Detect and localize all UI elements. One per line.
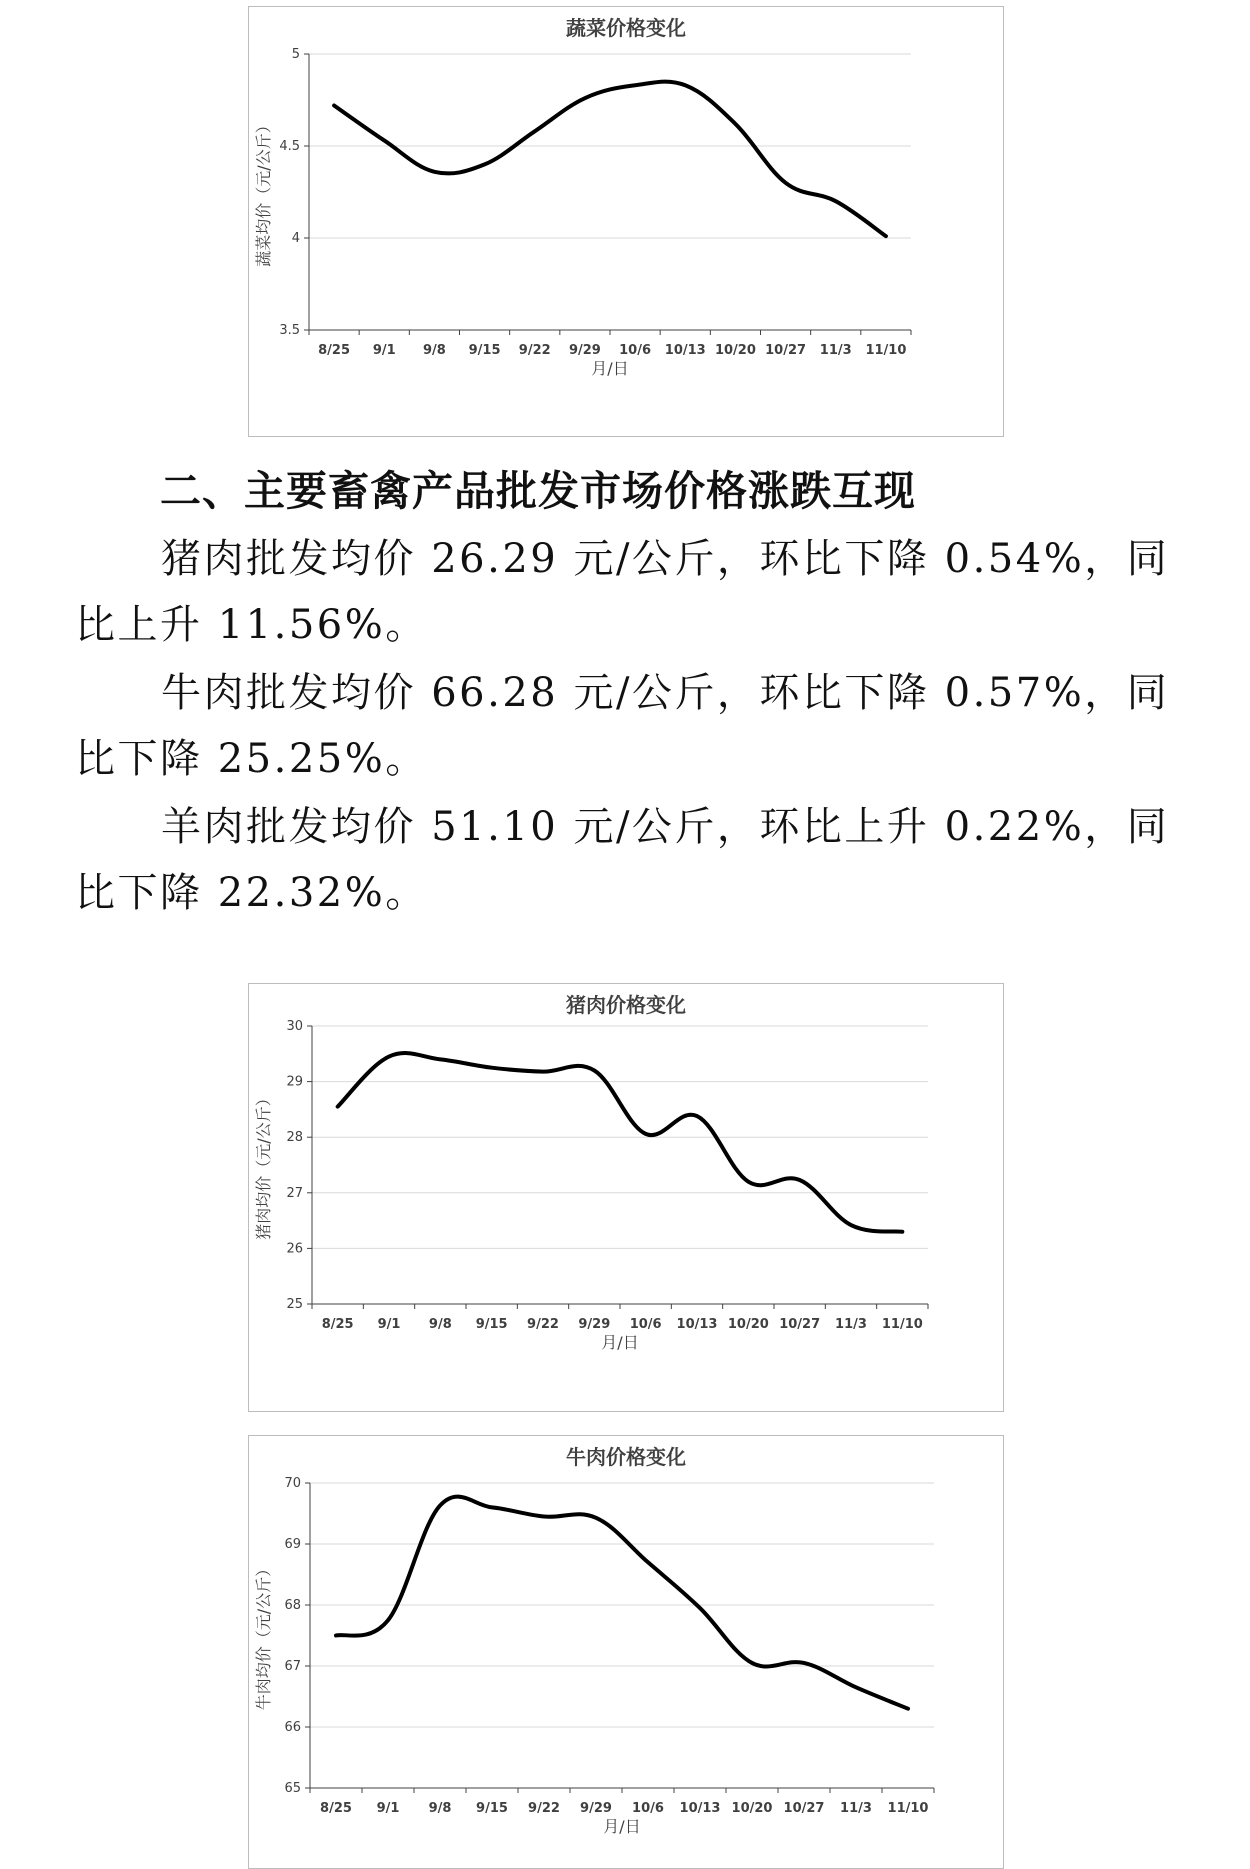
beef-paragraph: 牛肉批发均价 66.28 元/公斤，环比下降 0.57%，同比下降 25.25%。 bbox=[75, 670, 1170, 782]
x-tick-label: 10/13 bbox=[679, 1801, 721, 1816]
pork-chart-svg bbox=[249, 984, 1003, 1411]
y-axis-title: 猪肉均价（元/公斤） bbox=[254, 1090, 273, 1240]
y-tick-label: 28 bbox=[286, 1130, 303, 1146]
x-tick-label: 11/3 bbox=[840, 1801, 872, 1816]
x-tick-label: 10/20 bbox=[727, 1317, 769, 1332]
x-tick-label: 11/10 bbox=[865, 343, 907, 358]
y-tick-label: 30 bbox=[286, 1019, 303, 1034]
vegetable-price-chart bbox=[248, 6, 1004, 437]
series-line bbox=[336, 1497, 908, 1709]
y-tick-label: 25 bbox=[286, 1297, 303, 1312]
x-tick-label: 10/20 bbox=[714, 343, 756, 358]
chart-title: 猪肉价格变化 bbox=[566, 993, 686, 1017]
y-tick-label: 3.5 bbox=[279, 323, 300, 338]
x-tick-label: 10/27 bbox=[783, 1801, 825, 1816]
y-tick-label: 4.5 bbox=[279, 139, 300, 154]
y-tick-label: 69 bbox=[284, 1537, 301, 1552]
y-tick-label: 4 bbox=[291, 231, 300, 246]
chart-title: 牛肉价格变化 bbox=[566, 1445, 686, 1469]
chart-title: 蔬菜价格变化 bbox=[566, 16, 686, 40]
y-tick-label: 65 bbox=[284, 1781, 301, 1796]
x-tick-label: 9/22 bbox=[527, 1317, 559, 1332]
x-tick-label: 9/29 bbox=[568, 343, 601, 358]
x-tick-label: 11/10 bbox=[887, 1801, 929, 1816]
beef-chart-svg bbox=[249, 1436, 1003, 1868]
x-tick-label: 9/1 bbox=[372, 343, 396, 358]
y-tick-label: 5 bbox=[291, 47, 300, 62]
x-tick-label: 10/20 bbox=[731, 1801, 773, 1816]
y-axis-title: 蔬菜均价（元/公斤） bbox=[254, 117, 273, 267]
x-tick-label: 9/15 bbox=[468, 343, 501, 358]
x-tick-label: 10/6 bbox=[632, 1801, 664, 1816]
y-tick-label: 70 bbox=[284, 1476, 301, 1491]
x-tick-label: 8/25 bbox=[320, 1801, 352, 1816]
x-tick-label: 10/27 bbox=[779, 1317, 821, 1332]
x-tick-label: 9/15 bbox=[475, 1317, 508, 1332]
pork-price-chart bbox=[248, 983, 1004, 1412]
x-tick-label: 11/10 bbox=[881, 1317, 923, 1332]
x-tick-label: 9/1 bbox=[376, 1801, 400, 1816]
x-axis-title: 月/日 bbox=[603, 1817, 641, 1836]
x-tick-label: 8/25 bbox=[318, 343, 351, 358]
series-line bbox=[334, 82, 886, 237]
x-tick-label: 9/15 bbox=[476, 1801, 508, 1816]
pork-paragraph: 猪肉批发均价 26.29 元/公斤，环比下降 0.54%，同比上升 11.56%。 bbox=[75, 536, 1170, 648]
y-tick-label: 27 bbox=[286, 1185, 303, 1201]
vegetable-chart-svg bbox=[249, 7, 1003, 436]
section-heading: 二、主要畜禽产品批发市场价格涨跌互现 bbox=[160, 467, 916, 515]
x-tick-label: 9/22 bbox=[528, 1801, 560, 1816]
x-tick-label: 9/29 bbox=[578, 1317, 611, 1332]
x-tick-label: 9/8 bbox=[422, 343, 446, 358]
x-tick-label: 10/6 bbox=[629, 1317, 662, 1332]
x-tick-label: 10/13 bbox=[676, 1317, 718, 1332]
x-tick-label: 11/3 bbox=[835, 1317, 867, 1332]
y-tick-label: 29 bbox=[286, 1074, 303, 1090]
beef-price-chart bbox=[248, 1435, 1004, 1869]
y-tick-label: 66 bbox=[284, 1720, 301, 1735]
x-tick-label: 10/27 bbox=[765, 343, 807, 358]
x-tick-label: 9/1 bbox=[377, 1317, 401, 1332]
x-tick-label: 11/3 bbox=[819, 343, 852, 358]
y-tick-label: 26 bbox=[286, 1241, 303, 1257]
series-line bbox=[338, 1053, 903, 1232]
y-axis-title: 牛肉均价（元/公斤） bbox=[254, 1560, 273, 1711]
mutton-paragraph: 羊肉批发均价 51.10 元/公斤，环比上升 0.22%，同比下降 22.32%。 bbox=[75, 804, 1170, 916]
x-tick-label: 9/29 bbox=[580, 1801, 612, 1816]
x-axis-title: 月/日 bbox=[591, 359, 629, 378]
x-tick-label: 9/22 bbox=[518, 343, 551, 358]
x-tick-label: 10/6 bbox=[619, 343, 652, 358]
x-tick-label: 9/8 bbox=[428, 1317, 452, 1332]
x-tick-label: 9/8 bbox=[428, 1801, 452, 1816]
x-tick-label: 10/13 bbox=[664, 343, 706, 358]
x-tick-label: 8/25 bbox=[321, 1317, 354, 1332]
y-tick-label: 68 bbox=[284, 1598, 301, 1613]
x-axis-title: 月/日 bbox=[601, 1333, 639, 1352]
y-tick-label: 67 bbox=[284, 1659, 301, 1674]
